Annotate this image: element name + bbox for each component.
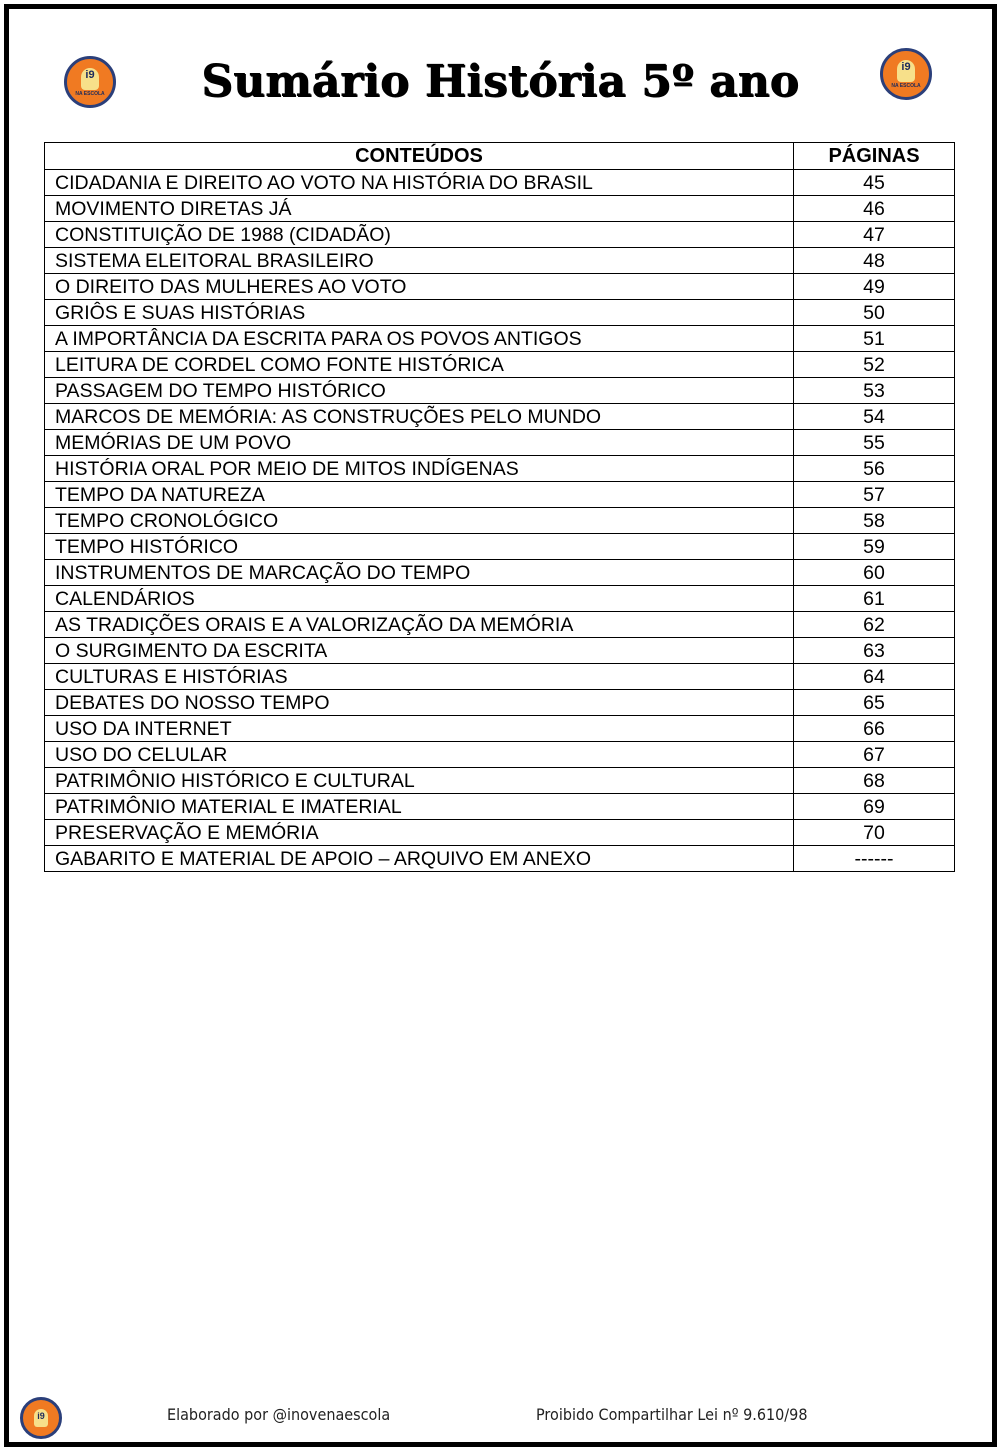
row-page: 57	[794, 482, 955, 508]
row-page: 53	[794, 378, 955, 404]
row-page: 61	[794, 586, 955, 612]
lightbulb-icon: i9	[81, 68, 99, 90]
row-page: 46	[794, 196, 955, 222]
row-page: 68	[794, 768, 955, 794]
header-pages: PÁGINAS	[794, 143, 955, 170]
row-page: 69	[794, 794, 955, 820]
table-row	[45, 326, 955, 352]
row-content: O SURGIMENTO DA ESCRITA	[45, 638, 794, 664]
row-page: 59	[794, 534, 955, 560]
lightbulb-icon: i9	[897, 60, 915, 82]
table-row	[45, 248, 955, 274]
row-content: DEBATES DO NOSSO TEMPO	[45, 690, 794, 716]
table-row	[45, 170, 955, 196]
table-row	[45, 196, 955, 222]
row-page: 51	[794, 326, 955, 352]
row-content: PATRIMÔNIO HISTÓRICO E CULTURAL	[45, 768, 794, 794]
table-row	[45, 690, 955, 716]
row-content: O DIREITO DAS MULHERES AO VOTO	[45, 274, 794, 300]
row-content: HISTÓRIA ORAL POR MEIO DE MITOS INDÍGENAS	[45, 456, 794, 482]
row-content: MOVIMENTO DIRETAS JÁ	[45, 196, 794, 222]
row-page: 70	[794, 820, 955, 846]
table-row	[45, 716, 955, 742]
footer-author: Elaborado por @inovenaescola	[167, 1405, 391, 1424]
row-content: MARCOS DE MEMÓRIA: AS CONSTRUÇÕES PELO MUNDO	[45, 404, 794, 430]
row-content: MEMÓRIAS DE UM POVO	[45, 430, 794, 456]
row-content: PRESERVAÇÃO E MEMÓRIA	[45, 820, 794, 846]
table-row	[45, 274, 955, 300]
table-row	[45, 612, 955, 638]
row-page: 50	[794, 300, 955, 326]
row-content: CONSTITUIÇÃO DE 1988 (CIDADÃO)	[45, 222, 794, 248]
table-row	[45, 222, 955, 248]
row-page: 64	[794, 664, 955, 690]
row-page: 65	[794, 690, 955, 716]
logo-caption: NA ESCOLA	[75, 90, 105, 97]
row-content: GRIÔS E SUAS HISTÓRIAS	[45, 300, 794, 326]
logo-footer	[20, 1397, 62, 1439]
row-content: TEMPO DA NATUREZA	[45, 482, 794, 508]
table-row	[45, 352, 955, 378]
row-page: ------	[794, 846, 955, 872]
row-page: 66	[794, 716, 955, 742]
row-content: A IMPORTÂNCIA DA ESCRITA PARA OS POVOS ANTIGOS	[45, 326, 794, 352]
row-page: 62	[794, 612, 955, 638]
row-content: PASSAGEM DO TEMPO HISTÓRICO	[45, 378, 794, 404]
table-row	[45, 820, 955, 846]
lightbulb-icon: i9	[34, 1409, 48, 1427]
row-content: INSTRUMENTOS DE MARCAÇÃO DO TEMPO	[45, 560, 794, 586]
table-row	[45, 638, 955, 664]
summary-table	[44, 142, 955, 872]
table-row	[45, 742, 955, 768]
table-row	[45, 378, 955, 404]
row-page: 60	[794, 560, 955, 586]
table-row	[45, 768, 955, 794]
row-content: GABARITO E MATERIAL DE APOIO – ARQUIVO EM ANEXO	[45, 846, 794, 872]
row-page: 52	[794, 352, 955, 378]
row-page: 55	[794, 430, 955, 456]
table-row	[45, 586, 955, 612]
row-page: 47	[794, 222, 955, 248]
row-content: TEMPO HISTÓRICO	[45, 534, 794, 560]
table-row	[45, 508, 955, 534]
table-row	[45, 430, 955, 456]
table-row	[45, 534, 955, 560]
row-page: 63	[794, 638, 955, 664]
row-content: USO DA INTERNET	[45, 716, 794, 742]
table-row	[45, 794, 955, 820]
row-page: 58	[794, 508, 955, 534]
row-content: CIDADANIA E DIREITO AO VOTO NA HISTÓRIA DO BRASIL	[45, 170, 794, 196]
table-row	[45, 846, 955, 872]
header-contents: CONTEÚDOS	[45, 143, 794, 170]
page-title: Sumário História 5º ano	[201, 56, 799, 107]
table-row	[45, 300, 955, 326]
row-content: LEITURA DE CORDEL COMO FONTE HISTÓRICA	[45, 352, 794, 378]
row-page: 48	[794, 248, 955, 274]
row-content: USO DO CELULAR	[45, 742, 794, 768]
row-content: CALENDÁRIOS	[45, 586, 794, 612]
table-row	[45, 664, 955, 690]
footer-notice: Proibido Compartilhar Lei nº 9.610/98	[536, 1405, 808, 1424]
row-page: 49	[794, 274, 955, 300]
table-row	[45, 404, 955, 430]
logo-caption: NA ESCOLA	[891, 82, 921, 89]
row-page: 54	[794, 404, 955, 430]
row-content: PATRIMÔNIO MATERIAL E IMATERIAL	[45, 794, 794, 820]
row-page: 56	[794, 456, 955, 482]
row-content: CULTURAS E HISTÓRIAS	[45, 664, 794, 690]
row-page: 67	[794, 742, 955, 768]
row-content: SISTEMA ELEITORAL BRASILEIRO	[45, 248, 794, 274]
table-row	[45, 560, 955, 586]
row-page: 45	[794, 170, 955, 196]
table-row	[45, 482, 955, 508]
row-content: TEMPO CRONOLÓGICO	[45, 508, 794, 534]
table-row	[45, 456, 955, 482]
row-content: AS TRADIÇÕES ORAIS E A VALORIZAÇÃO DA MEMÓRIA	[45, 612, 794, 638]
